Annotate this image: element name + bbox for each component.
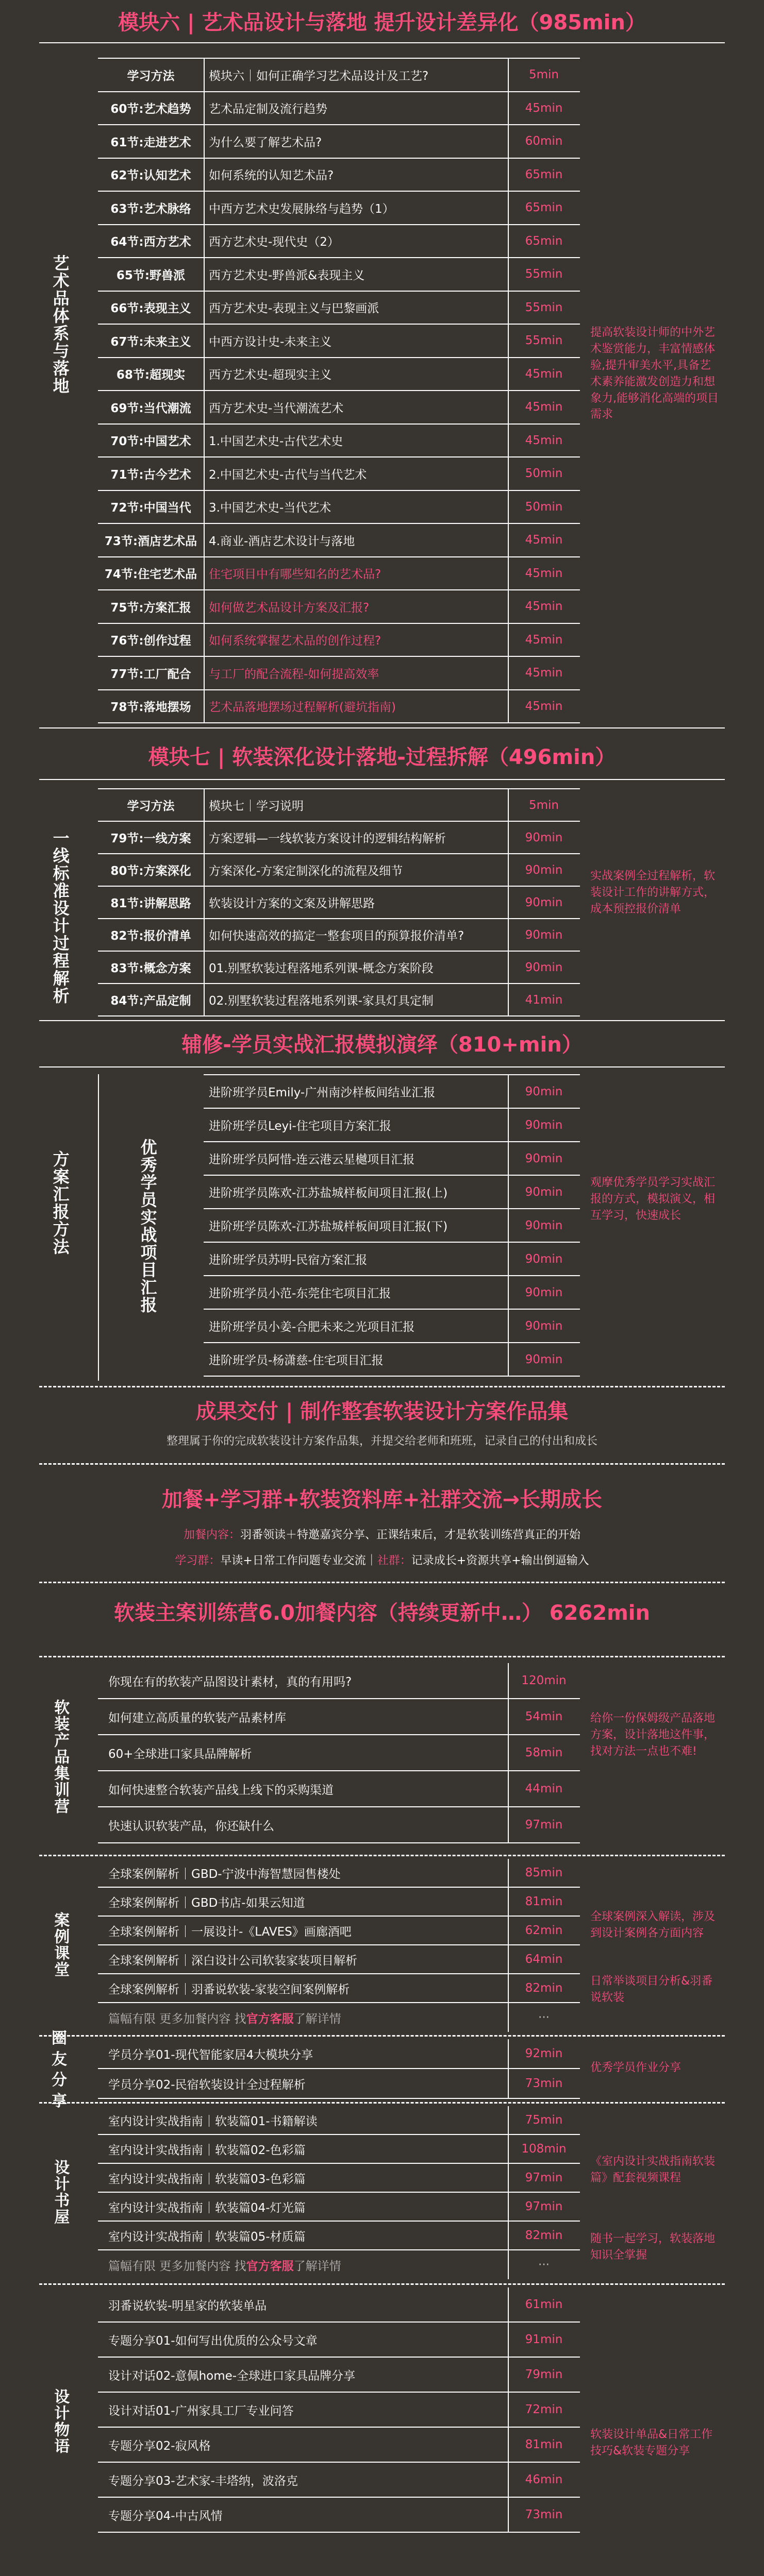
extra-g4-note-2: 随书一起学习，软装落地知识全掌握 [590,2232,716,2262]
more-row [98,2003,580,2032]
lesson-duration: 90min [525,1151,563,1165]
divider [39,1386,725,1387]
lesson-title: 01.别墅软装过程落地系列课-概念方案阶段 [209,962,434,975]
module7-side-label: 一线标准设计过程解析 [50,829,70,1005]
lesson-label: 60节:艺术趋势 [110,103,191,116]
lesson-title: 室内设计实战指南｜软装篇01-书籍解读 [108,2114,318,2128]
divider [39,2102,725,2104]
lesson-duration: 90min [525,928,563,942]
lesson-title: 设计对话01-广州家具工厂专业问答 [108,2404,294,2418]
extra-g5-note: 软装设计单品&日常工作技巧&软装专题分享 [590,2428,713,2458]
lesson-duration: 45min [525,633,563,647]
lesson-duration: 65min [525,167,563,181]
lesson-title: 进阶班学员陈欢-江苏盐城样板间项目汇报(上) [209,1187,448,1200]
divider [39,1855,725,1856]
lesson-label: 65节:野兽派 [116,268,186,282]
lesson-title: 西方艺术史-野兽派&表现主义 [209,268,365,282]
module7-title [0,742,764,773]
lesson-title: 为什么要了解艺术品? [209,135,322,149]
lesson-duration: 90min [525,1352,563,1366]
lesson-title: 室内设计实战指南｜软装篇02-色彩篇 [108,2143,306,2157]
lesson-duration: 41min [525,993,563,1007]
lesson-label: 62节:认知艺术 [110,169,191,183]
lesson-label: 76节:创作过程 [110,634,191,648]
divider [508,1663,509,1843]
extra-g4-side-label: 设计书屋 [51,2159,70,2225]
lesson-title: 羽番说软装-明星家的软装单品 [108,2299,267,2313]
lesson-duration: 73min [525,2508,563,2521]
divider [508,789,509,1015]
module7-note: 实战案例全过程解析，软装设计工作的讲解方式，成本预控报价清单 [590,870,716,916]
lesson-duration: 97min [525,2200,563,2213]
lesson-title: 4.商业-酒店艺术设计与落地 [209,534,355,548]
bonus-title [0,1484,764,1516]
result-title-text: 成果交付 | 制作整套软装设计方案作品集 [195,1400,569,1423]
community-label: 社群： [377,1554,411,1567]
extra-title [0,1597,764,1629]
lesson-duration: 45min [525,101,563,115]
auxiliary-title [0,1029,764,1060]
lesson-title: 进阶班学员Emily-广州南沙样板间结业汇报 [209,1086,436,1099]
lesson-label: 80节:方案深化 [110,865,191,878]
service-link[interactable]: 官方客服 [246,2012,294,2026]
more-ellipsis: ··· [538,2011,550,2024]
lesson-title: 全球案例解析｜GBD书店-如果云知道 [108,1896,305,1910]
extra-title-text: 软装主案训练营6.0加餐内容（持续更新中…） 6262min [114,1601,650,1625]
module6-side-label: 艺术品体系与落地 [50,255,70,395]
lesson-duration: 45min [525,666,563,680]
lesson-duration: 90min [525,863,563,877]
auxiliary-side-label-2: 优秀学员实战项目汇报 [138,1139,158,1314]
lesson-duration: 62min [525,1924,563,1937]
lesson-title: 室内设计实战指南｜软装篇03-色彩篇 [108,2172,306,2186]
table-row [204,1109,580,1142]
lesson-duration: 82min [525,1981,563,1995]
divider [39,42,725,43]
lesson-label: 70节:中国艺术 [110,435,191,449]
lesson-title: 西方艺术史-超现实主义 [209,368,332,382]
extra-g2-note-2: 日常举谈项目分析&羽番说软装 [590,1975,713,2004]
auxiliary-side-label-1: 方案汇报方法 [50,1150,70,1256]
divider [508,2039,509,2099]
extra-g5-table [98,2287,580,2533]
lesson-duration: 45min [525,566,563,580]
divider [39,2035,725,2037]
lesson-duration: 45min [525,699,563,713]
lesson-duration: 81min [525,1895,563,1908]
lesson-title: 3.中国艺术史-当代艺术 [209,501,331,515]
table-row [204,1276,580,1310]
lesson-title: 进阶班学员小姜-合肥未来之光项目汇报 [209,1320,415,1334]
service-link[interactable]: 官方客服 [246,2259,294,2273]
lesson-title: 你现在有的软装产品图设计素材，真的有用吗? [108,1675,352,1689]
divider [39,2283,725,2285]
lesson-duration: 90min [525,1252,563,1266]
lesson-label: 61节:走进艺术 [110,135,191,149]
lesson-duration: 90min [525,960,563,974]
lesson-duration: 85min [525,1866,563,1879]
extra-g1-table [98,1663,580,1843]
lesson-duration: 5min [528,798,559,812]
table-row [204,1243,580,1276]
lesson-duration: 61min [525,2298,563,2311]
lesson-label: 77节:工厂配合 [110,667,191,681]
lesson-duration: 65min [525,201,563,215]
lesson-duration: 65min [525,234,563,248]
result-subtitle: 整理属于你的完成软装设计方案作品集，并提交给老师和班班，记录自己的付出和成长 [166,1435,597,1448]
lesson-label: 79节:一线方案 [110,832,191,845]
lesson-duration: 97min [525,2171,563,2184]
lesson-title: 如何快速高效的搞定一整套项目的预算报价清单? [209,929,464,943]
lesson-label: 81节:讲解思路 [110,897,191,910]
more-text-a: 篇幅有限 更多加餐内容 找 [108,2012,246,2026]
lesson-duration: 45min [525,433,563,447]
extra-g2-side-label: 案例课堂 [51,1912,70,1978]
lesson-title: 60+全球进口家具品牌解析 [108,1747,252,1761]
lesson-label: 74节:住宅艺术品 [104,568,197,582]
more-text [98,2250,508,2279]
lesson-duration: 75min [525,2113,563,2127]
lesson-duration: 92min [525,2047,563,2060]
lesson-label: 67节:未来主义 [110,335,191,349]
lesson-duration: 72min [525,2403,563,2416]
table-row [204,1142,580,1176]
auxiliary-table [204,1074,580,1376]
extra-g2-note-1: 全球案例深入解读，涉及到设计案例各方面内容 [590,1910,716,1940]
extra-g2-table [98,1859,580,2032]
more-text-a: 篇幅有限 更多加餐内容 找 [108,2259,246,2273]
lesson-title: 快速认识软装产品，你还缺什么 [108,1819,274,1833]
lesson-title: 进阶班学员-杨潇慈-住宅项目汇报 [209,1354,384,1367]
bonus-line-1 [0,1526,764,1542]
lesson-title: 方案深化-方案定制深化的流程及细节 [209,865,403,878]
lesson-duration: 54min [525,1710,563,1723]
divider [508,59,509,722]
divider [39,727,725,728]
result-title [0,1397,764,1426]
extra-g4-table [98,2106,580,2279]
divider [39,1656,725,1657]
community-text: 记录成长+资源共享+输出倒逼输入 [411,1554,589,1567]
extra-g5-side-label: 设计物语 [51,2388,70,2454]
divider [204,789,205,1015]
lesson-duration: 45min [525,600,563,614]
lesson-duration: 90min [525,1185,563,1199]
divider [39,1020,725,1021]
divider [508,2287,509,2533]
lesson-title: 设计对话02-意佩home-全球进口家具品牌分享 [108,2369,356,2383]
lesson-title: 如何快速整合软装产品线上线下的采购渠道 [108,1783,334,1797]
divider [39,1463,725,1465]
lesson-label: 学习方法 [127,800,175,813]
divider [39,1066,725,1067]
lesson-duration: 97min [525,1818,563,1832]
lesson-duration: 55min [525,334,563,348]
lesson-title: 如何做艺术品设计方案及汇报? [209,601,370,615]
module7-table [98,788,580,1015]
extra-g1-note: 给你一份保姆级产品落地方案，设计落地这件事，找对方法一点也不难! [590,1712,716,1758]
lesson-title: 方案逻辑—一线软装方案设计的逻辑结构解析 [209,832,446,845]
lesson-duration: 45min [525,367,563,381]
lesson-duration: 55min [525,267,563,281]
lesson-title: 专题分享04-中古风情 [108,2509,223,2523]
bonus-title-text: 加餐+学习群+软装资料库+社群交流→长期成长 [161,1488,603,1512]
lesson-duration: 90min [525,1218,563,1232]
lesson-duration: 60min [525,134,563,148]
more-text-c: 了解详情 [293,2259,341,2273]
lesson-duration: 81min [525,2438,563,2451]
lesson-title: 进阶班学员阿惜-连云港云星樾项目汇报 [209,1153,415,1166]
lesson-duration: 82min [525,2229,563,2242]
lesson-label: 71节:古今艺术 [110,468,191,482]
extra-g3-note: 优秀学员作业分享 [590,2061,682,2074]
lesson-title: 与工厂的配合流程-如何提高效率 [209,667,379,681]
lesson-label: 66节:表现主义 [110,302,191,316]
module6-title-text: 模块六 | 艺术品设计与落地 提升设计差异化（985min） [118,11,646,35]
lesson-label: 63节:艺术脉络 [110,202,191,216]
lesson-title: 学员分享01-现代智能家居4大模块分享 [108,2048,313,2062]
lesson-duration: 45min [525,533,563,547]
more-text [98,2003,508,2032]
module6-title [0,7,764,38]
lesson-title: 进阶班学员Leyi-住宅项目方案汇报 [209,1120,391,1133]
lesson-title: 室内设计实战指南｜软装篇04-灯光篇 [108,2201,306,2215]
lesson-label: 75节:方案汇报 [110,601,191,615]
divider [98,1074,99,1381]
lesson-duration: 46min [525,2473,563,2486]
lesson-title: 全球案例解析｜GBD-宁波中海智慧园售楼处 [108,1867,341,1881]
lesson-duration: 90min [525,1319,563,1333]
lesson-label: 72节:中国当代 [110,501,191,515]
lesson-duration: 90min [525,1084,563,1098]
bonus-label: 加餐内容： [183,1529,240,1541]
lesson-title: 1.中国艺术史-古代艺术史 [209,435,343,449]
table-row [204,1176,580,1209]
lesson-title: 专题分享01-如何写出优质的公众号文章 [108,2334,318,2348]
lesson-title: 专题分享03-艺术家-丰塔纳，波洛克 [108,2474,298,2488]
divider [508,1075,509,1376]
lesson-duration: 108min [521,2142,567,2156]
lesson-label: 69节:当代潮流 [110,401,191,415]
lesson-title: 进阶班学员陈欢-江苏盐城样板间项目汇报(下) [209,1220,448,1233]
lesson-title: 住宅项目中有哪些知名的艺术品? [209,568,381,582]
group-label: 学习群： [175,1554,221,1567]
lesson-duration: 79min [525,2368,563,2381]
lesson-title: 西方艺术史-当代潮流艺术 [209,401,344,415]
lesson-title: 02.别墅软装过程落地系列课-家具灯具定制 [209,994,434,1008]
lesson-title: 室内设计实战指南｜软装篇05-材质篇 [108,2230,306,2244]
lesson-label: 83节:概念方案 [110,962,191,975]
lesson-duration: 120min [521,1674,567,1687]
auxiliary-note: 观摩优秀学员学习实战汇报的方式，模拟演义，相互学习，快速成长 [590,1176,716,1222]
lesson-title: 如何系统的认知艺术品? [209,169,334,183]
lesson-title: 艺术品落地摆场过程解析(避坑指南) [209,701,396,715]
extra-g3-side-label: 圈友分享 [52,2029,68,2110]
lesson-title: 进阶班学员小范-东莞住宅项目汇报 [209,1287,391,1300]
lesson-title: 进阶班学员苏明-民宿方案汇报 [209,1253,368,1267]
lesson-duration: 50min [525,467,563,481]
module7-title-text: 模块七 | 软装深化设计落地-过程拆解（496min） [148,745,616,769]
lesson-title: 软装设计方案的文案及讲解思路 [209,897,375,910]
lesson-duration: 58min [525,1746,563,1759]
lesson-label: 78节:落地摆场 [110,701,191,715]
lesson-title: 中西方设计史-未来主义 [209,335,332,349]
lesson-title: 专题分享02-寂风格 [108,2439,211,2453]
lesson-duration: 50min [525,500,563,514]
lesson-title: 2.中国艺术史-古代与当代艺术 [209,468,367,482]
table-row [204,1343,580,1377]
lesson-label: 64节:西方艺术 [110,235,191,249]
divider [39,1582,725,1583]
lesson-duration: 90min [525,1118,563,1132]
lesson-duration: 55min [525,300,563,314]
group-text: 早读+日常工作问题专业交流｜ [220,1554,377,1567]
lesson-title: 西方艺术史-现代史（2） [209,235,339,249]
lesson-duration: 90min [525,895,563,909]
lesson-duration: 45min [525,400,563,414]
lesson-duration: 44min [525,1782,563,1795]
more-ellipsis: ··· [538,2258,550,2272]
table-row [204,1075,580,1109]
lesson-title: 模块七｜学习说明 [209,800,304,813]
lesson-duration: 73min [525,2077,563,2090]
lesson-label: 73节:酒店艺术品 [104,534,197,548]
lesson-label: 84节:产品定制 [110,994,191,1008]
lesson-duration: 5min [528,68,559,82]
bonus-line-2 [0,1552,764,1568]
table-row [204,1310,580,1343]
lesson-title: 模块六｜如何正确学习艺术品设计及工艺? [209,69,429,83]
extra-g3-table [98,2039,580,2099]
lesson-duration: 90min [525,831,563,844]
lesson-label: 学习方法 [127,69,175,83]
divider [39,779,725,780]
auxiliary-title-text: 辅修-学员实战汇报模拟演绎（810+min） [181,1033,583,1057]
lesson-title: 如何建立高质量的软装产品素材库 [108,1711,286,1725]
divider [204,59,205,722]
lesson-duration: 90min [525,1285,563,1299]
lesson-title: 中西方艺术史发展脉络与趋势（1） [209,202,394,216]
lesson-title: 全球案例解析｜羽番说软装-家装空间案例解析 [108,1982,350,1996]
lesson-title: 学员分享02-民宿软装设计全过程解析 [108,2078,306,2092]
table-row [204,1209,580,1243]
lesson-title: 艺术品定制及流行趋势 [209,103,327,116]
more-text-c: 了解详情 [293,2012,341,2026]
lesson-title: 西方艺术史-表现主义与巴黎画派 [209,302,379,316]
module6-table [98,58,580,722]
lesson-duration: 64min [525,1953,563,1966]
lesson-title: 如何系统掌握艺术品的创作过程? [209,634,381,648]
lesson-label: 82节:报价清单 [110,929,191,943]
extra-g4-note-1: 《室内设计实战指南软装篇》配套视频课程 [590,2155,716,2184]
lesson-title: 全球案例解析｜一展设计-《LAVES》画廊酒吧 [108,1925,352,1939]
lesson-duration: 91min [525,2333,563,2346]
lesson-label: 68节:超现实 [116,368,186,382]
lesson-title: 全球案例解析｜深白设计公司软装家装项目解析 [108,1954,357,1968]
module6-note: 提高软装设计师的中外艺术鉴赏能力，丰富情感体验,提升审美水平,具备艺术素养能激发创造力和想象力,能够消化高端的项目需求 [590,326,719,421]
extra-g1-side-label: 软装产品集训营 [51,1699,70,1815]
bonus-text: 羽番领读＋特邀嘉宾分享、正课结束后，才是软装训练营真正的开始 [240,1529,581,1541]
more-row [98,2250,580,2279]
